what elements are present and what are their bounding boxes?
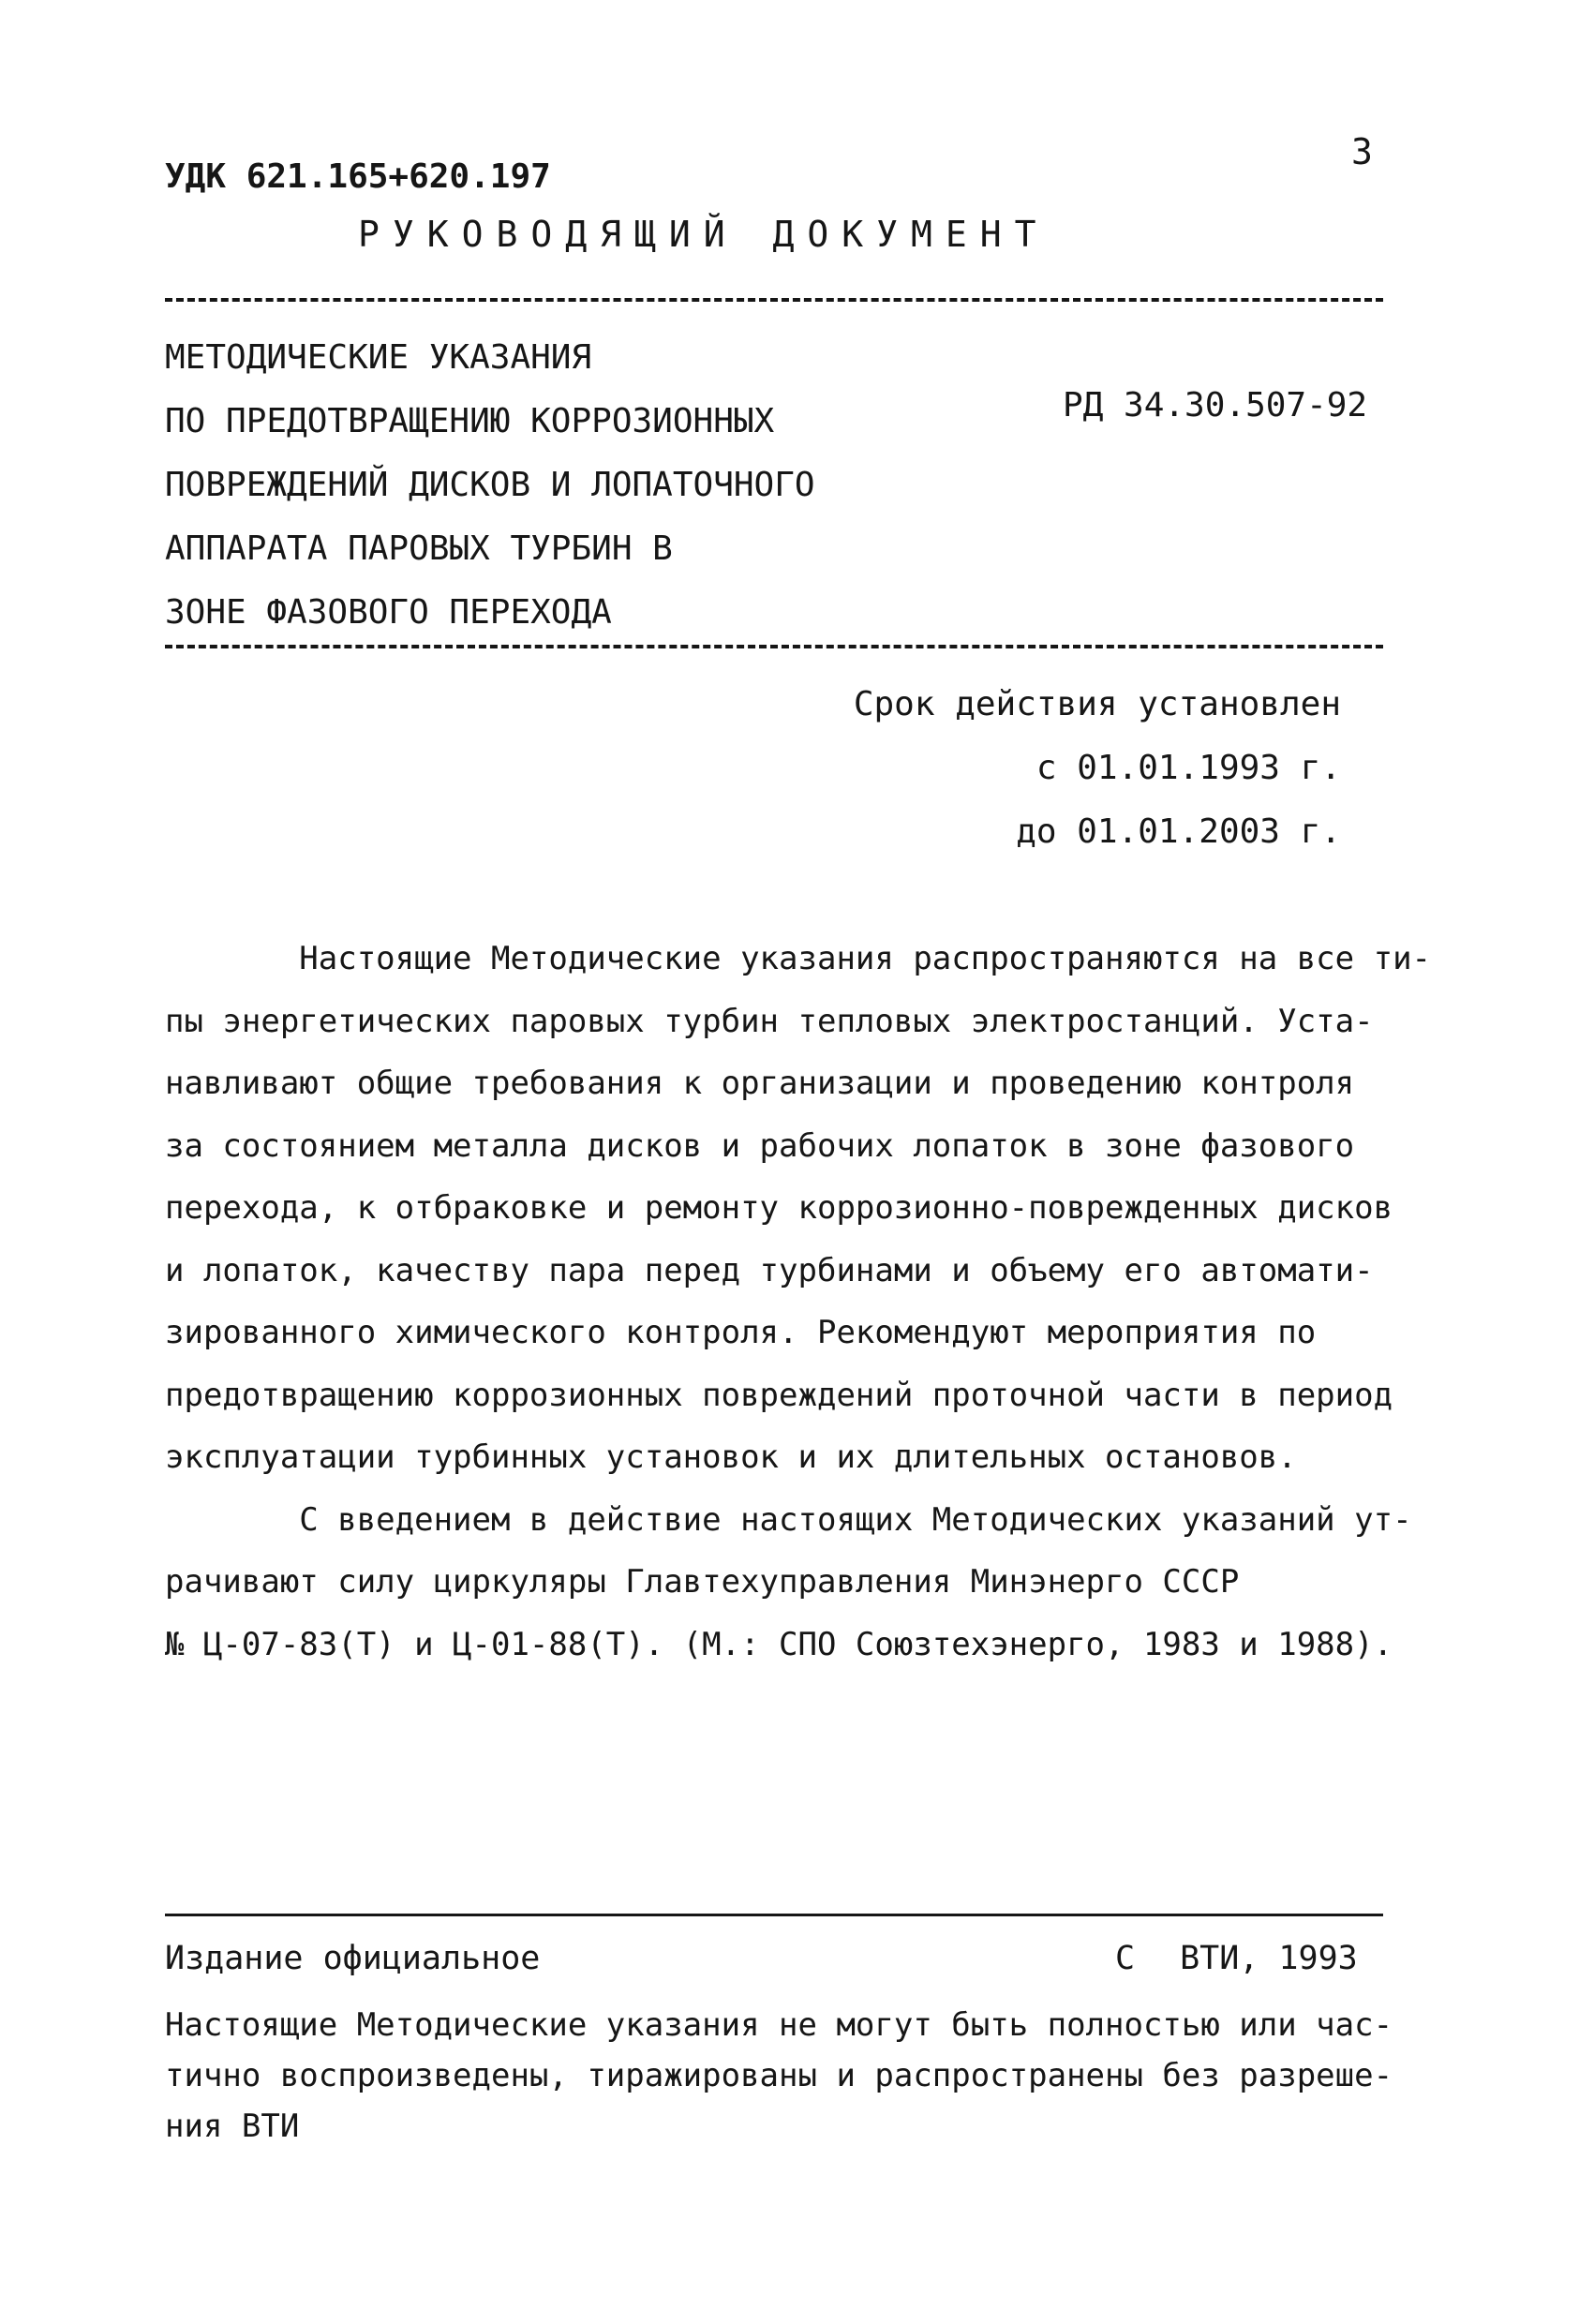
validity-label: Срок действия установлен [853, 685, 1341, 723]
reproduction-notice: Настоящие Методические указания не могут быть полностью или час- тично воспроизведены, тиражированы и распространены без разреше- ния ВТИ [165, 2006, 1393, 2145]
title-line: ПО ПРЕДОТВРАЩЕНИЮ КОРРОЗИОННЫХ [165, 402, 775, 440]
copyright-sign: С [1115, 1940, 1136, 1977]
validity-from: с 01.01.1993 г. [1035, 749, 1341, 787]
body-paragraph-1: Настоящие Методические указания распространяются на все ти- пы энергетических паровых турбин тепловых электростанций. Уста- навливают общие требования к организации и проведению контроля за состоянием металла дисков и рабочих лопаток в зоне фазового перехода, к отбраковке и ремонту коррозионно-поврежденных дисков и лопаток, качеству пара перед турбинами и объему его автомати- зированного химического контроля. Рекомендуют мероприятия по предотвращению коррозионных повреждений проточной части в период эксплуатации турбинных установок и их длительных остановов. [165, 940, 1432, 1476]
title-bottom-rule [165, 645, 1383, 648]
body-paragraph-2: С введением в действие настоящих Методических указаний ут- рачивают силу циркуляры Главтехуправления Минэнерго СССР № Ц-07-83(Т) и Ц-01-88(Т). (М.: СПО Союзтехэнерго, 1983 и 1988). [165, 1500, 1412, 1663]
document-title [165, 326, 815, 645]
title-top-rule [165, 298, 1383, 302]
validity-to: до 01.01.2003 г. [1016, 812, 1341, 851]
copyright-holder: ВТИ, 1993 [1180, 1940, 1358, 1977]
rd-number: РД 34.30.507-92 [1063, 386, 1368, 425]
page-number: 3 [1351, 131, 1373, 172]
edition-label: Издание официальное [165, 1940, 541, 1977]
title-line: МЕТОДИЧЕСКИЕ УКАЗАНИЯ [165, 338, 592, 377]
validity-period [854, 673, 1341, 864]
footer-rule [165, 1914, 1383, 1916]
udk-code: УДК 621.165+620.197 [165, 157, 551, 196]
title-line: АППАРАТА ПАРОВЫХ ТУРБИН В [165, 529, 673, 568]
title-line: ПОВРЕЖДЕНИЙ ДИСКОВ И ЛОПАТОЧНОГО [165, 466, 815, 504]
copyright [1115, 1940, 1358, 1977]
body-text [165, 928, 1432, 1676]
title-line: ЗОНЕ ФАЗОВОГО ПЕРЕХОДА [165, 593, 612, 632]
document-type-heading: РУКОВОДЯЩИЙ ДОКУМЕНТ [358, 214, 1050, 255]
